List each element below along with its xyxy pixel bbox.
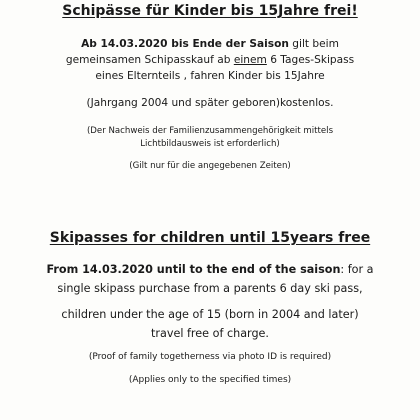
german-note-1-line-2: Lichtbildausweis ist erforderlich) xyxy=(140,139,280,149)
english-line-1 xyxy=(0,262,420,278)
english-line-3: children under the age of 15 (born in 2004 and later) xyxy=(61,308,359,321)
german-line-1 xyxy=(0,37,420,52)
german-line-4: (Jahrgang 2004 und später geboren)kostenlos. xyxy=(86,97,334,109)
german-title: Schipässe für Kinder bis 15Jahre frei! xyxy=(62,3,358,19)
german-note-1-line-1: (Der Nachweis der Familienzusammengehörigkeit mittels xyxy=(86,126,334,136)
german-line-2-underlined: einem xyxy=(233,54,267,66)
english-note-2: (Applies only to the specified times) xyxy=(128,375,292,385)
english-line-4: travel free of charge. xyxy=(150,327,269,340)
english-line-1-rest: : for a xyxy=(340,263,374,276)
german-line-2-post: 6 Tages-Skipass xyxy=(266,54,355,66)
english-line-2: single skipass purchase from a parents 6 day ski pass, xyxy=(57,282,363,295)
german-date-range: Ab 14.03.2020 bis Ende der Saison xyxy=(81,38,289,50)
english-date-range: From 14.03.2020 until to the end of the saison xyxy=(46,263,341,276)
english-note-1: (Proof of family togetherness via photo ID is required) xyxy=(88,352,332,362)
german-line-1-rest: gilt beim xyxy=(288,38,339,50)
german-line-2-pre: gemeinsamen Schipasskauf ab xyxy=(65,54,234,66)
english-title: Skipasses for children until 15years free xyxy=(49,230,371,246)
german-line-2 xyxy=(0,53,420,68)
german-line-3: eines Elternteils , fahren Kinder bis 15Jahre xyxy=(95,70,325,82)
german-note-2: (Gilt nur für die angegebenen Zeiten) xyxy=(129,161,291,171)
